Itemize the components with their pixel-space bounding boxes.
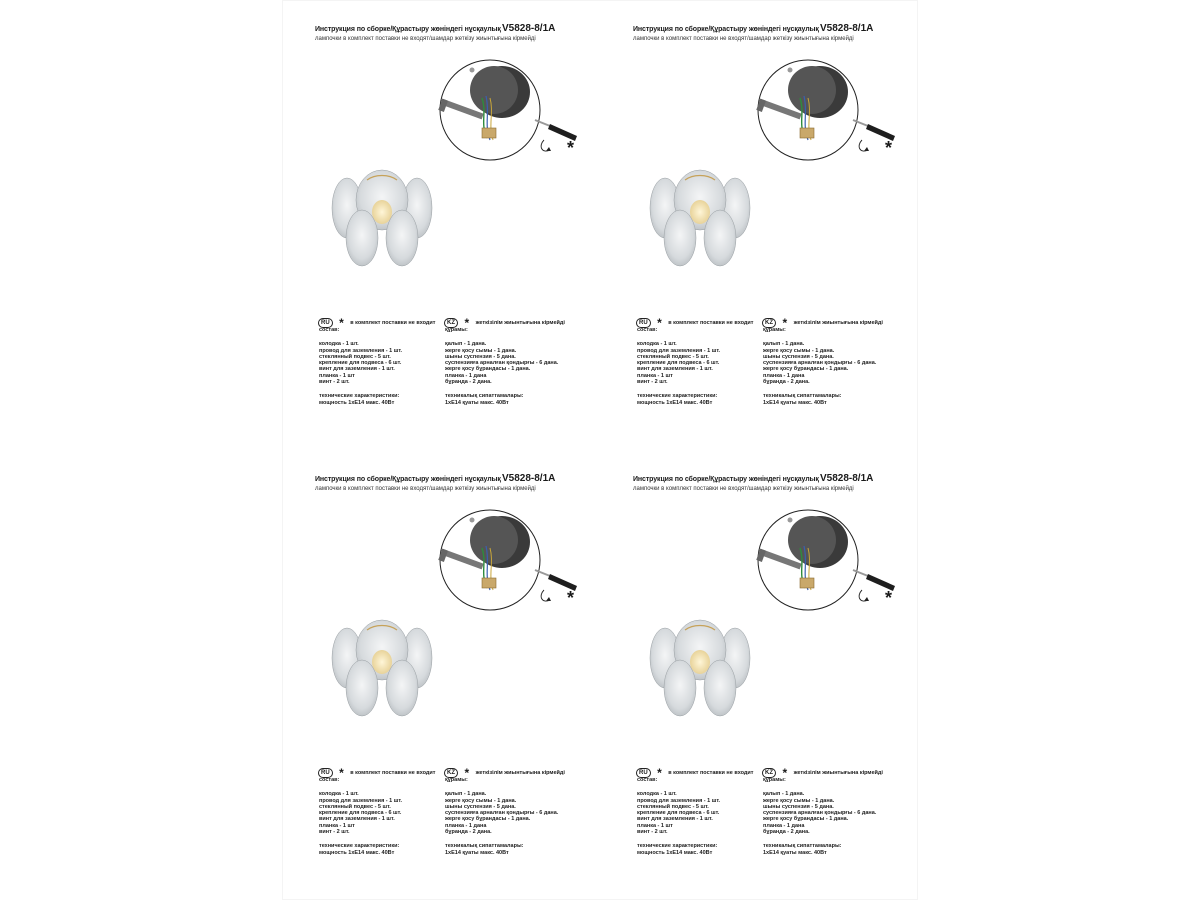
- ru-tech-header: технические характеристики:: [637, 393, 718, 400]
- kz-tech-header: техникалық сипаттамалары:: [445, 843, 524, 850]
- title-row: [315, 474, 595, 486]
- model-number: V5828-8/1A: [502, 23, 556, 34]
- kz-legend-text: жеткізілім жиынтығына кірмейді: [793, 769, 883, 776]
- kz-legend-text: жеткізілім жиынтығына кірмейді: [793, 319, 883, 326]
- list-item: бұранда - 2 дана.: [445, 379, 492, 386]
- list-item: колодка - 1 шт.: [319, 341, 359, 348]
- asterisk-mark: *: [657, 315, 662, 330]
- kz-item-list: [445, 341, 558, 385]
- list-item: жерге қосу сымы - 1 дана.: [763, 797, 835, 804]
- list-item: винт для заземления - 1 шт.: [319, 816, 395, 823]
- ru-contents-header: состав:: [637, 327, 658, 333]
- list-item: планка - 1 дана: [763, 822, 805, 829]
- list-item: шыны суспензия - 5 дана.: [763, 803, 834, 810]
- list-item: жерге қосу бұрандасы - 1 дана.: [445, 816, 531, 823]
- list-item: планка - 1 дана: [445, 822, 487, 829]
- list-item: стеклянный подвес - 5 шт.: [319, 353, 391, 360]
- ru-contents: [319, 327, 402, 406]
- bulbs-note: лампочки в комплект поставки не входят/шамдар жеткізу жиынтығына кірмейді: [315, 486, 536, 492]
- list-item: винт для заземления - 1 шт.: [637, 366, 713, 373]
- list-item: провод для заземления - 1 шт.: [637, 797, 721, 804]
- list-item: жерге қосу бұрандасы - 1 дана.: [763, 366, 849, 373]
- list-item: стеклянный подвес - 5 шт.: [319, 803, 391, 810]
- list-item: планка - 1 шт: [319, 372, 355, 379]
- ru-tech-value: мощность 1хЕ14 макс. 40Вт: [637, 849, 713, 856]
- kz-tech-value: 1хЕ14 қуаты макс. 40Вт: [763, 399, 827, 406]
- title-row: [315, 24, 595, 36]
- list-item: жерге қосу бұрандасы - 1 дана.: [445, 366, 531, 373]
- list-item: суспензияға арналған қондырғы - 6 дана.: [763, 360, 877, 367]
- ru-contents: [637, 327, 720, 406]
- asterisk-mark: *: [464, 315, 470, 330]
- list-item: планка - 1 дана: [763, 372, 805, 379]
- asterisk-mark: *: [782, 765, 788, 780]
- kz-tech-header: техникалық сипаттамалары:: [763, 843, 842, 850]
- list-item: қалып - 1 дана.: [763, 791, 805, 798]
- asterisk-mark: *: [657, 765, 662, 780]
- list-item: бұранда - 2 дана.: [763, 829, 810, 836]
- instruction-panel: [600, 0, 918, 450]
- kz-contents-header: құрамы:: [445, 327, 468, 333]
- model-number: V5828-8/1A: [502, 473, 556, 484]
- ru-contents-header: состав:: [637, 777, 658, 783]
- list-item: қалып - 1 дана.: [445, 791, 487, 798]
- bulbs-note: лампочки в комплект поставки не входят/шамдар жеткізу жиынтығына кірмейді: [633, 486, 854, 492]
- list-item: суспензияға арналған қондырғы - 6 дана.: [445, 360, 559, 367]
- list-item: винт - 2 шт.: [637, 379, 668, 386]
- kz-legend-text: жеткізілім жиынтығына кірмейді: [475, 769, 565, 776]
- kz-tech-header: техникалық сипаттамалары:: [445, 393, 524, 400]
- asterisk-mark: *: [567, 588, 575, 608]
- ru-contents: [637, 777, 720, 856]
- ru-tech-header: технические характеристики:: [319, 843, 400, 850]
- ru-contents-header: состав:: [319, 777, 340, 783]
- asterisk-mark: *: [885, 138, 893, 158]
- model-number: V5828-8/1A: [820, 23, 874, 34]
- ru-item-list: [637, 791, 720, 835]
- list-item: винт - 2 шт.: [319, 379, 350, 386]
- list-item: винт для заземления - 1 шт.: [319, 366, 395, 373]
- list-item: жерге қосу бұрандасы - 1 дана.: [763, 816, 849, 823]
- kz-contents-header: құрамы:: [445, 777, 468, 783]
- list-item: колодка - 1 шт.: [637, 341, 677, 348]
- list-item: планка - 1 шт: [319, 822, 355, 829]
- ru-legend-text: в комплект поставки не входит: [350, 769, 436, 776]
- kz-badge: KZ: [762, 768, 776, 778]
- instruction-panel: [600, 450, 918, 900]
- ru-badge: RU: [318, 318, 333, 328]
- wall-lamp-illustration: [327, 160, 437, 270]
- kz-contents: [763, 327, 876, 406]
- asterisk-mark: *: [464, 765, 470, 780]
- asterisk-mark: *: [339, 765, 344, 780]
- kz-contents: [445, 327, 558, 406]
- asterisk-mark: *: [339, 315, 344, 330]
- ru-tech-value: мощность 1хЕ14 макс. 40Вт: [637, 399, 713, 406]
- list-item: планка - 1 дана: [445, 372, 487, 379]
- asterisk-mark: *: [885, 588, 893, 608]
- list-item: қалып - 1 дана.: [445, 341, 487, 348]
- list-item: крепление для подвеса - 6 шт.: [637, 360, 720, 367]
- list-item: жерге қосу сымы - 1 дана.: [445, 347, 517, 354]
- list-item: шыны суспензия - 5 дана.: [763, 353, 834, 360]
- kz-contents: [445, 777, 558, 856]
- instruction-panel: [282, 0, 600, 450]
- list-item: стеклянный подвес - 5 шт.: [637, 353, 709, 360]
- ru-contents-header: состав:: [319, 327, 340, 333]
- title-row: [633, 474, 913, 486]
- asterisk-mark: *: [782, 315, 788, 330]
- list-item: винт - 2 шт.: [319, 829, 350, 836]
- ru-tech-header: технические характеристики:: [319, 393, 400, 400]
- asterisk-mark: *: [567, 138, 575, 158]
- list-item: шыны суспензия - 5 дана.: [445, 353, 516, 360]
- list-item: провод для заземления - 1 шт.: [319, 347, 403, 354]
- ru-item-list: [319, 791, 402, 835]
- list-item: крепление для подвеса - 6 шт.: [637, 810, 720, 817]
- kz-legend-text: жеткізілім жиынтығына кірмейді: [475, 319, 565, 326]
- model-number: V5828-8/1A: [820, 473, 874, 484]
- kz-badge: KZ: [762, 318, 776, 328]
- list-item: провод для заземления - 1 шт.: [319, 797, 403, 804]
- ru-legend-text: в комплект поставки не входит: [350, 319, 436, 326]
- list-item: қалып - 1 дана.: [763, 341, 805, 348]
- ru-tech-value: мощность 1хЕ14 макс. 40Вт: [319, 849, 395, 856]
- list-item: суспензияға арналған қондырғы - 6 дана.: [445, 810, 559, 817]
- list-item: планка - 1 шт: [637, 372, 673, 379]
- list-item: жерге қосу сымы - 1 дана.: [445, 797, 517, 804]
- instruction-title: Инструкция по сборке/Құрастыру жөніндегі нұсқаулық: [315, 26, 501, 33]
- list-item: бұранда - 2 дана.: [763, 379, 810, 386]
- kz-contents-header: құрамы:: [763, 777, 786, 783]
- instruction-title: Инструкция по сборке/Құрастыру жөніндегі нұсқаулық: [633, 26, 819, 33]
- kz-item-list: [445, 791, 558, 835]
- list-item: планка - 1 шт: [637, 822, 673, 829]
- ru-badge: RU: [636, 318, 651, 328]
- wall-lamp-illustration: [645, 160, 755, 270]
- ru-tech-value: мощность 1хЕ14 макс. 40Вт: [319, 399, 395, 406]
- list-item: винт - 2 шт.: [637, 829, 668, 836]
- list-item: жерге қосу сымы - 1 дана.: [763, 347, 835, 354]
- wall-lamp-illustration: [645, 610, 755, 720]
- list-item: провод для заземления - 1 шт.: [637, 347, 721, 354]
- list-item: винт для заземления - 1 шт.: [637, 816, 713, 823]
- kz-tech-header: техникалық сипаттамалары:: [763, 393, 842, 400]
- ru-contents: [319, 777, 402, 856]
- ru-legend-text: в комплект поставки не входит: [668, 319, 754, 326]
- list-item: суспензияға арналған қондырғы - 6 дана.: [763, 810, 877, 817]
- list-item: стеклянный подвес - 5 шт.: [637, 803, 709, 810]
- instruction-title: Инструкция по сборке/Құрастыру жөніндегі нұсқаулық: [315, 476, 501, 483]
- list-item: шыны суспензия - 5 дана.: [445, 803, 516, 810]
- kz-tech-value: 1хЕ14 қуаты макс. 40Вт: [445, 849, 509, 856]
- instruction-title: Инструкция по сборке/Құрастыру жөніндегі нұсқаулық: [633, 476, 819, 483]
- bulbs-note: лампочки в комплект поставки не входят/шамдар жеткізу жиынтығына кірмейді: [315, 36, 536, 42]
- kz-item-list: [763, 341, 876, 385]
- kz-badge: KZ: [444, 768, 458, 778]
- list-item: крепление для подвеса - 6 шт.: [319, 810, 402, 817]
- ru-item-list: [637, 341, 720, 385]
- title-row: [633, 24, 913, 36]
- ru-tech-header: технические характеристики:: [637, 843, 718, 850]
- ru-badge: RU: [636, 768, 651, 778]
- kz-item-list: [763, 791, 876, 835]
- kz-contents: [763, 777, 876, 856]
- ru-item-list: [319, 341, 402, 385]
- list-item: колодка - 1 шт.: [637, 791, 677, 798]
- ru-legend-text: в комплект поставки не входит: [668, 769, 754, 776]
- kz-badge: KZ: [444, 318, 458, 328]
- list-item: бұранда - 2 дана.: [445, 829, 492, 836]
- ru-badge: RU: [318, 768, 333, 778]
- kz-contents-header: құрамы:: [763, 327, 786, 333]
- kz-tech-value: 1хЕ14 қуаты макс. 40Вт: [445, 399, 509, 406]
- kz-tech-value: 1хЕ14 қуаты макс. 40Вт: [763, 849, 827, 856]
- bulbs-note: лампочки в комплект поставки не входят/шамдар жеткізу жиынтығына кірмейді: [633, 36, 854, 42]
- list-item: колодка - 1 шт.: [319, 791, 359, 798]
- wall-lamp-illustration: [327, 610, 437, 720]
- list-item: крепление для подвеса - 6 шт.: [319, 360, 402, 367]
- instruction-panel: [282, 450, 600, 900]
